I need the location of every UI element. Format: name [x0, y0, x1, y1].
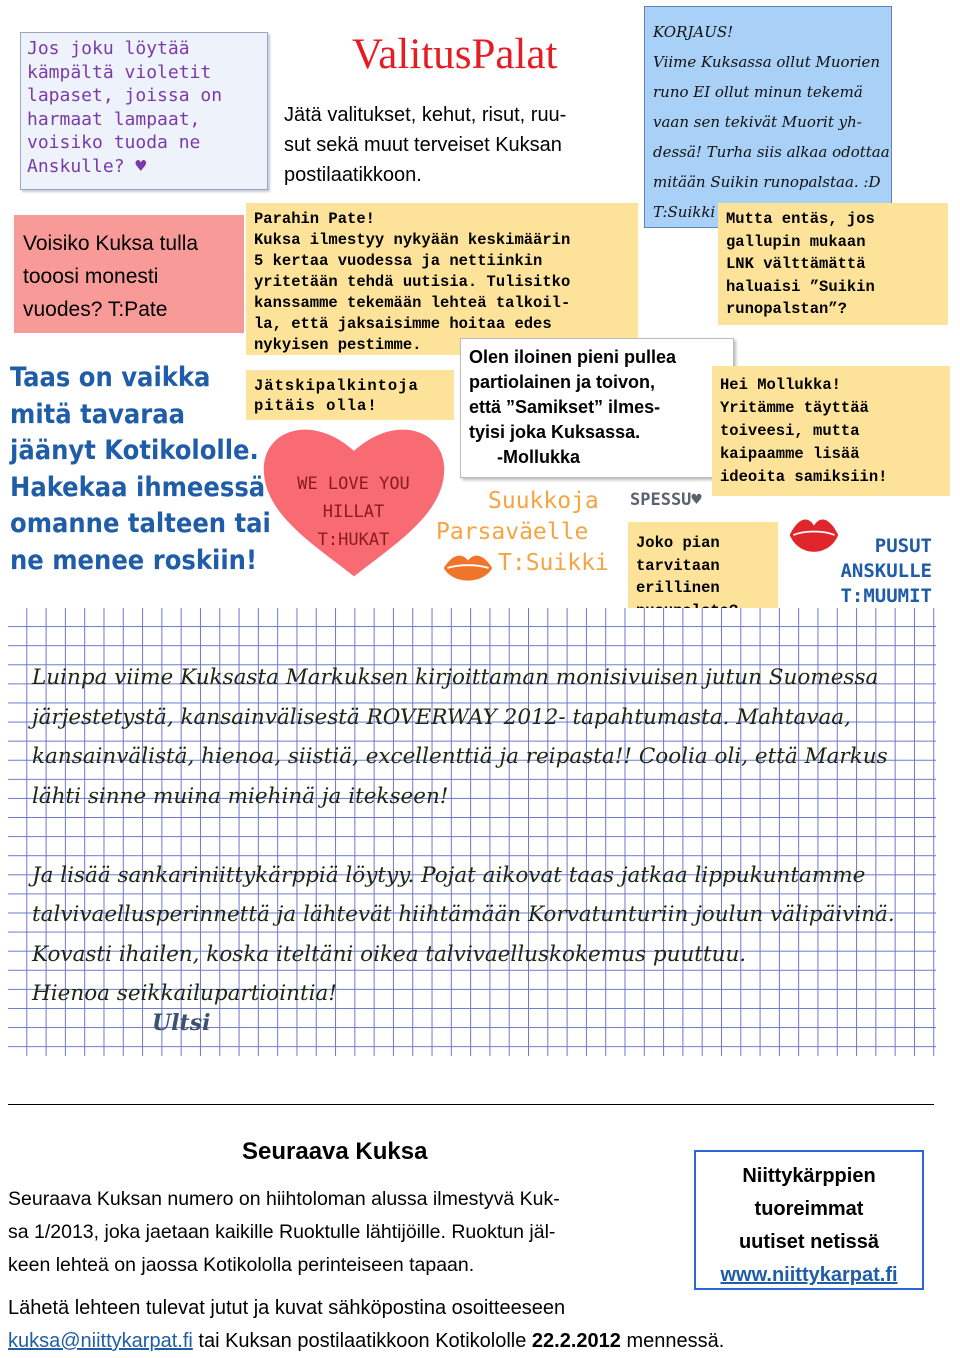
send-text: mennessä. — [620, 1330, 725, 1352]
note-line: erillinen — [636, 579, 720, 597]
next-issue-text — [8, 1183, 692, 1282]
note-line: la, että jaksaisimme hoitaa edes — [254, 315, 552, 333]
note-line: lapaset, joissa on — [27, 85, 223, 106]
heart-line: HILLAT — [322, 502, 385, 522]
note-line: pitäis olla! — [254, 397, 378, 415]
note-line: ne menee roskiin! — [10, 544, 258, 576]
note-line: Joko pian — [636, 534, 720, 552]
note-line: partiolainen ja toivon, — [469, 372, 656, 392]
news-online-box — [694, 1150, 924, 1290]
note-correction — [644, 6, 892, 228]
note-line: harmaat lampaat, — [27, 108, 201, 130]
note-reply-pate — [246, 203, 638, 355]
story-line: Luinpa viime Kuksasta Markuksen kirjoittaman monisivuisen jutun Suomessa — [32, 665, 879, 690]
kisses-line: T:Suikki — [498, 550, 609, 576]
next-issue-line: keen lehteä on jaossa Kotikololla perinteiseen tapaan. — [8, 1254, 475, 1276]
story-line: Kovasti ihailen, koska iteltäni oikea talvivaelluskokemus puuttuu. — [32, 941, 747, 967]
note-line: Kuksa ilmestyy nykyään keskimäärin — [254, 231, 571, 249]
note-line: Viime Kuksassa ollut Muorien — [653, 53, 881, 71]
note-line: Mutta entäs, jos — [726, 210, 875, 228]
story-line: lähti sinne muina miehinä ja itekseen! — [32, 783, 449, 809]
kisses-to-anskulle — [790, 534, 932, 609]
note-line: Hei Mollukka! — [720, 376, 841, 394]
note-line: Parahin Pate! — [254, 210, 375, 228]
note-line: tyisi joka Kuksassa. — [469, 422, 641, 442]
note-line: Jätskipalkintoja — [254, 377, 419, 395]
send-line: Lähetä lehteen tulevat jutut ja kuvat sähköpostina osoitteeseen — [8, 1297, 566, 1319]
note-line: Anskulle? ♥ — [27, 155, 147, 177]
note-line: kaipaamme lisää — [720, 445, 860, 463]
note-lost-items — [10, 360, 271, 579]
note-line: -Mollukka — [497, 447, 581, 467]
story-text — [32, 658, 922, 1014]
kisses-line: Suukkoja — [488, 488, 599, 514]
kisses-line: Parsaväelle — [436, 519, 589, 545]
note-line: mitään Suikin runopalstaa. :D — [653, 173, 881, 191]
note-line: runo EI ollut minun tekemä — [653, 83, 863, 101]
intro-line: postilaatikkoon. — [284, 164, 422, 186]
story-spacer — [32, 816, 922, 856]
note-line: haluaisi ”Suikin — [726, 277, 875, 296]
note-line: vuodes? T:Pate — [23, 298, 168, 321]
note-line: että ”Samikset” ilmes- — [469, 397, 661, 417]
note-line: Voisiko Kuksa tulla — [23, 232, 199, 255]
email-link[interactable]: kuksa@niittykarpat.fi — [8, 1330, 193, 1352]
note-line: ideoita samiksiin! — [720, 468, 888, 486]
note-line: kämpältä violetit — [27, 61, 212, 83]
heart-line: T:HUKAT — [317, 530, 390, 550]
next-issue-line: sa 1/2013, joka jaetaan kaikille Ruoktulle lähtijöille. Ruoktun jäl- — [8, 1221, 556, 1243]
note-line: nykyisen pestimme. — [254, 336, 422, 354]
note-reply-mollukka — [712, 366, 950, 496]
note-line: Olen iloinen pieni pullea — [469, 347, 677, 367]
note-mollukka — [460, 338, 734, 478]
story-line: talvivaellusperinnettä ja lähtevät hiihtämään Korvatunturiin joulun välipäivinä. — [32, 902, 895, 927]
pusut-line: ANSKULLE — [840, 560, 932, 582]
note-line: Taas on vaikka — [10, 362, 211, 393]
note-line: tooosi monesti — [23, 265, 159, 288]
note-line: toiveesi, mutta — [720, 422, 860, 440]
note-line: Yritämme täyttää — [720, 399, 869, 417]
note-line: yritetään tehdä uutisia. Tulisitko — [254, 273, 571, 291]
note-line: voisiko tuoda ne — [27, 132, 201, 153]
lips-icon — [440, 546, 496, 590]
note-line: mitä tavaraa — [10, 398, 186, 430]
heart-message — [276, 470, 431, 554]
note-line: LNK välttämättä — [726, 255, 866, 273]
note-line: dessä! Turha siis alkaa odottaa — [653, 143, 890, 161]
story-line: kansainvälistä, hienoa, siistiä, excellenttiä ja reipasta!! Coolia oli, että Markus — [32, 744, 888, 769]
news-box-line: tuoreimmat — [754, 1198, 864, 1220]
note-line: jäänyt Kotikololle. — [10, 435, 259, 466]
story-line: Ja lisää sankariniittykärppiä löytyy. Pojat aikovat taas jatkaa lippukuntamme — [32, 862, 866, 888]
note-line: vaan sen tekivät Muorit yh- — [653, 113, 862, 131]
send-text: tai Kuksan postilaatikkoon Kotikololle — [192, 1330, 532, 1352]
page-title: ValitusPalat — [352, 31, 558, 78]
note-kuksa-more-often — [14, 215, 244, 333]
pusut-line: T:MUUMIT — [840, 585, 932, 607]
note-line: kanssamme tekemään lehteä talkoil- — [254, 294, 571, 312]
news-box-line: uutiset netissä — [738, 1231, 880, 1253]
note-line: Jos joku löytää — [27, 38, 190, 59]
note-poll-question — [718, 203, 948, 325]
story-line: järjestetystä, kansainvälisestä ROVERWAY 2012- tapahtumasta. Mahtavaa, — [32, 704, 851, 730]
pusut-line: PUSUT — [874, 535, 932, 557]
news-box-line: Niittykärppien — [742, 1165, 876, 1187]
website-link[interactable]: www.niittykarpat.fi — [720, 1264, 898, 1286]
note-line: gallupin mukaan — [726, 232, 866, 251]
note-line: KORJAUS! — [653, 23, 734, 41]
note-line: Hakekaa ihmeessä — [10, 471, 266, 503]
intro-text — [284, 100, 644, 190]
next-issue-line: Seuraava Kuksan numero on hiihtoloman alussa ilmestyvä Kuk- — [8, 1188, 560, 1210]
note-line: runopalstan”? — [726, 300, 847, 318]
note-line: tarvitaan — [636, 556, 720, 575]
next-issue-heading: Seuraava Kuksa — [242, 1138, 428, 1165]
note-line: 5 kertaa vuodessa ja nettiinkin — [254, 252, 543, 270]
note-line: omanne talteen tai — [10, 508, 271, 539]
deadline-date: 22.2.2012 — [531, 1330, 621, 1352]
story-signature: Ultsi — [152, 1010, 211, 1036]
submission-instructions — [8, 1292, 948, 1358]
story-line: Hienoa seikkailupartiointia! — [32, 981, 337, 1006]
note-line: T:Suikki — [653, 203, 716, 221]
spessu-label: SPESSU♥ — [630, 490, 702, 510]
send-line-2 — [8, 1325, 948, 1358]
note-lost-mittens — [20, 32, 268, 190]
heart-line: WE LOVE YOU — [297, 474, 410, 494]
intro-line: Jätä valitukset, kehut, risut, ruu- — [284, 104, 567, 126]
intro-line: sut sekä muut terveiset Kuksan — [284, 134, 562, 156]
divider — [8, 1104, 934, 1105]
